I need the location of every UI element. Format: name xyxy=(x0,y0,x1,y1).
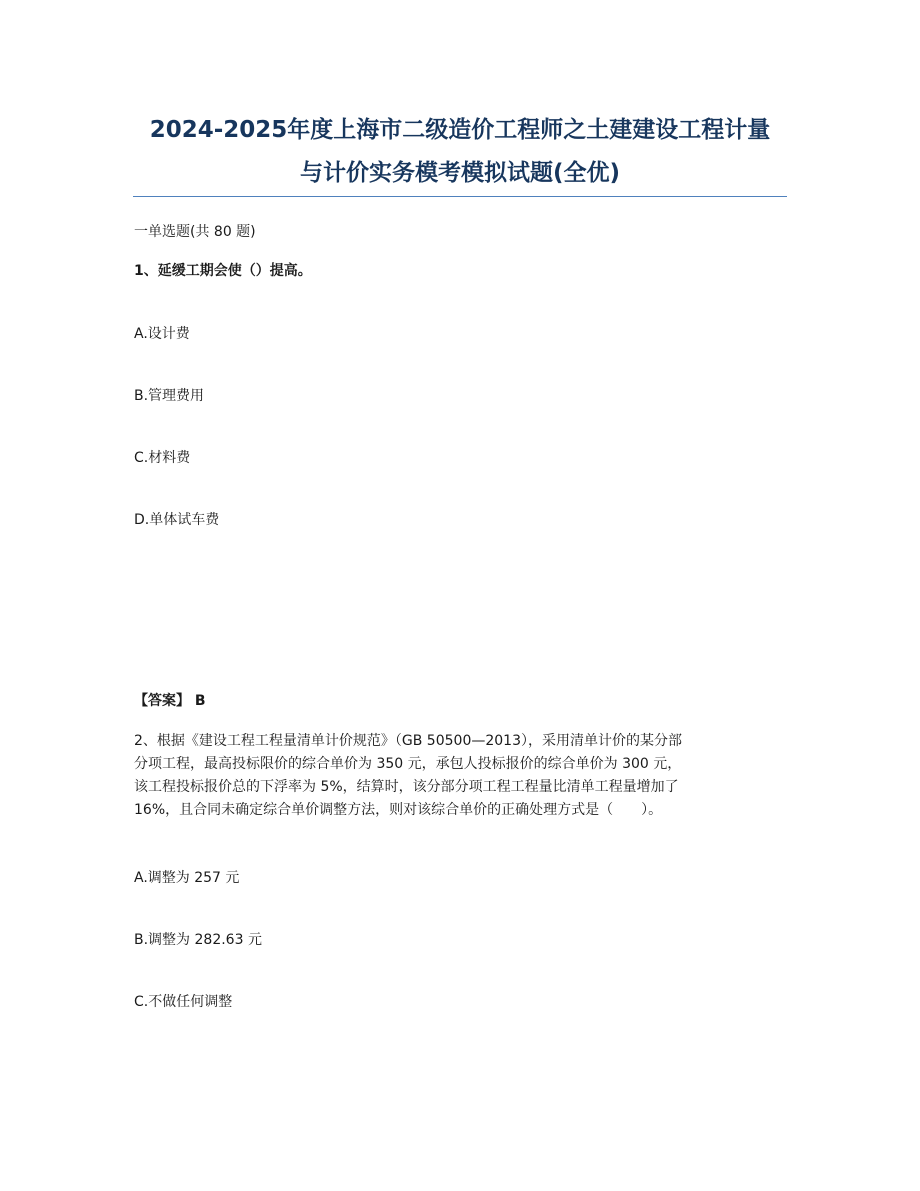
question-2-stem-line-2: 分项工程，最高投标限价的综合单价为 350 元，承包人投标报价的综合单价为 300 元， xyxy=(134,756,682,772)
document-title-line-1: 2024-2025年度上海市二级造价工程师之土建建设工程计量 xyxy=(149,117,771,143)
question-2-option-c: C.不做任何调整 xyxy=(134,994,233,1010)
question-2-stem-line-4: 16%，且合同未确定综合单价调整方法，则对该综合单价的正确处理方式是（ ）。 xyxy=(134,802,663,818)
question-1-option-b: B.管理费用 xyxy=(134,388,205,404)
question-1-answer: 【答案】 B xyxy=(134,693,206,709)
question-1-stem: 1、延缓工期会使（）提高。 xyxy=(134,263,312,279)
section-heading: 一单选题(共 80 题) xyxy=(134,224,256,240)
question-2-stem xyxy=(134,730,784,822)
title-divider xyxy=(133,196,787,197)
question-1-option-c: C.材料费 xyxy=(134,450,191,466)
question-2-stem-line-3: 该工程投标报价总的下浮率为 5%，结算时，该分部分项工程工程量比清单工程量增加了 xyxy=(134,779,679,795)
question-1-option-a: A.设计费 xyxy=(134,326,190,342)
question-2-option-b: B.调整为 282.63 元 xyxy=(134,932,262,948)
document-title-line-2: 与计价实务模考模拟试题(全优) xyxy=(299,160,621,186)
question-2-option-a: A.调整为 257 元 xyxy=(134,870,240,886)
question-1-option-d: D.单体试车费 xyxy=(134,512,220,528)
question-2-stem-line-1: 2、根据《建设工程工程量清单计价规范》（GB 50500—2013），采用清单计价的某分部 xyxy=(134,733,682,749)
